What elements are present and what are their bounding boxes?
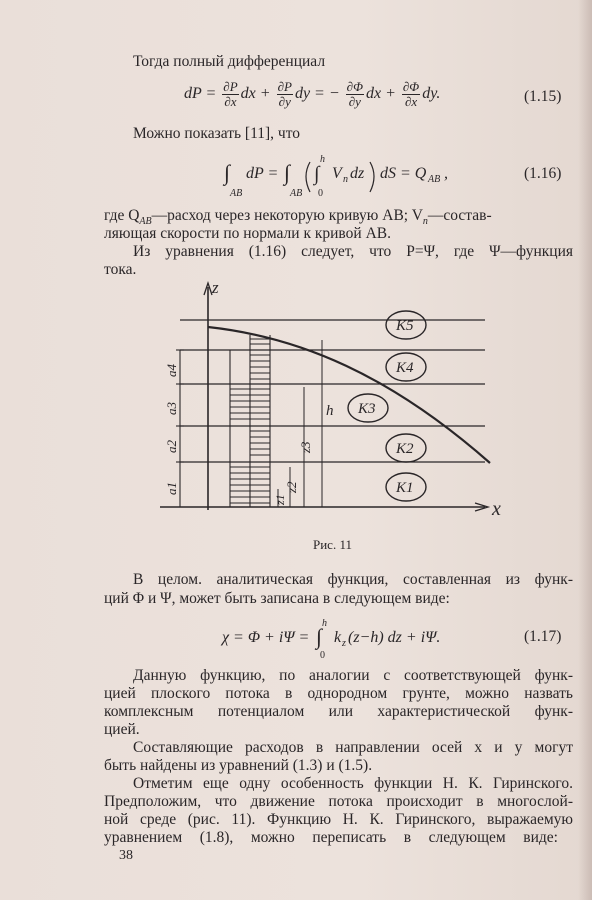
svg-text:h: h <box>322 618 327 629</box>
axis-label-z: z <box>212 278 219 297</box>
equation-1-16 <box>222 150 462 202</box>
equation-number: (1.15) <box>524 88 562 105</box>
svg-text:,: , <box>444 165 448 182</box>
dim-label-a4: a4 <box>164 364 179 377</box>
svg-text:AB: AB <box>290 188 303 199</box>
text-line: ляющая скорости по нормали к кривой AB. <box>104 225 391 242</box>
text-line: Предположим, что движение потока происходит в многослой- <box>104 793 573 810</box>
text-line: Тогда полный дифференциал <box>133 53 326 70</box>
text-line: Составляющие расходов в направлении осей x и y могут <box>133 739 573 756</box>
svg-text:χ = Φ + iΨ =: χ = Φ + iΨ = <box>222 629 310 646</box>
dim-label-z2: z2 <box>284 481 299 493</box>
layer-label: K5 <box>396 318 414 334</box>
text-line: где $Q_{AB}—расход$ через некоторую кривую AB; $V_n—состав-$ <box>104 207 492 228</box>
svg-text:∫: ∫ <box>314 163 320 185</box>
svg-text:AB: AB <box>230 188 243 199</box>
equation-number: (1.17) <box>524 628 562 645</box>
layer-label: K2 <box>396 441 414 457</box>
text-line: цией. <box>104 721 140 738</box>
equation-1-15: dP = $\frac{\partial P}{\partial x}$ dx + $\frac{\partial P}{\partial y}$ dy = − $\frac{\partial\Phi}{\partial y}$ dx + $\frac{\partial\Phi}{\partial x}$ dy. <box>184 79 441 109</box>
text-line: Отметим еще одну особенность функции Н. К. Гиринского. <box>133 775 573 792</box>
text-line: тока. <box>104 261 137 278</box>
axis-label-x: x <box>492 498 501 520</box>
svg-text:k: k <box>334 629 342 646</box>
svg-text:∫: ∫ <box>224 160 231 185</box>
svg-text:dz: dz <box>350 165 365 182</box>
layer-label: K3 <box>358 401 376 417</box>
text-line: ной среде (рис. 11). Функцию Н. К. Гиринского, выражаемую <box>104 811 573 828</box>
figure-caption: Рис. 11 <box>313 537 352 552</box>
dim-label-a2: a2 <box>164 440 179 453</box>
text-line: В целом. аналитическая функция, составленная из функ- <box>133 571 573 588</box>
page-edge-shadow <box>578 0 592 900</box>
svg-text:h: h <box>320 154 325 165</box>
svg-text:0: 0 <box>320 650 325 660</box>
dim-label-h: h <box>326 403 334 419</box>
text-line: Из уравнения (1.16) следует, что P=Ψ, где Ψ—функция <box>133 243 573 260</box>
svg-text:dP =: dP = <box>246 165 279 182</box>
figure-11 <box>150 275 520 525</box>
svg-text:V: V <box>332 165 342 182</box>
svg-text:n: n <box>343 174 348 185</box>
equation-number: (1.16) <box>524 165 562 182</box>
layer-label: K4 <box>396 360 414 376</box>
equation-1-17 <box>220 614 460 660</box>
svg-text:dS = Q: dS = Q <box>380 165 427 182</box>
dim-label-a3: a3 <box>164 402 179 415</box>
svg-text:AB: AB <box>428 174 441 185</box>
text-line: уравнением (1.8), можно переписать в следующем виде: <box>104 829 558 846</box>
page-number: 38 <box>119 848 133 863</box>
layer-label: K1 <box>396 480 414 496</box>
svg-text:z: z <box>342 638 346 649</box>
text-line: Данную функцию, по аналогии с соответствующей функ- <box>133 667 573 684</box>
text-line: комплексным потенциалом или характеристической функ- <box>104 703 573 720</box>
text-line: быть найдены из уравнений (1.3) и (1.5). <box>104 757 373 774</box>
dim-label-a1: a1 <box>164 482 179 495</box>
dim-label-z3: z3 <box>298 441 313 453</box>
text-line: Можно показать [11], что <box>133 125 301 142</box>
svg-text:(z−h) dz + iΨ.: (z−h) dz + iΨ. <box>348 629 441 646</box>
text-line: цией плоского потока в однородном грунте, можно назвать <box>104 685 573 702</box>
svg-text:∫: ∫ <box>284 160 291 185</box>
dim-label-z1: z1 <box>273 494 287 505</box>
svg-text:0: 0 <box>318 188 323 199</box>
text-line: ций Φ и Ψ, может быть записана в следующем виде: <box>104 590 450 607</box>
svg-text:∫: ∫ <box>316 624 323 649</box>
